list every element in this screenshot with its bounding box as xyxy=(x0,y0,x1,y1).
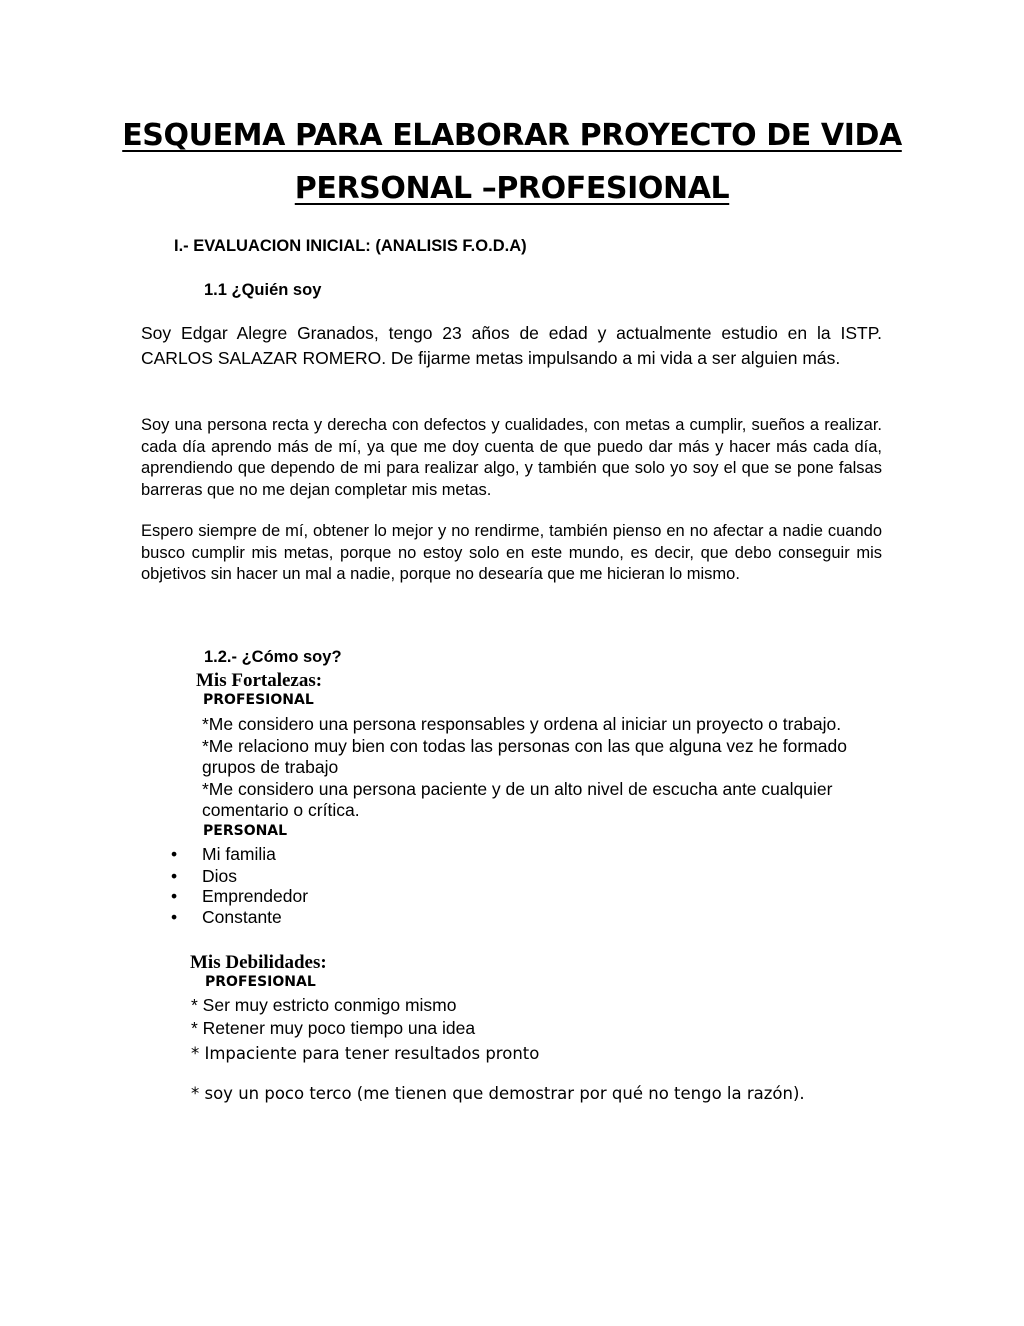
subsection-heading-quien-soy: 1.1 ¿Quién soy xyxy=(204,281,322,299)
list-item: Mi familia xyxy=(202,844,276,864)
bullet-icon: • xyxy=(171,866,178,886)
debilidad-item: * Ser muy estricto conmigo mismo xyxy=(191,995,457,1015)
document-title-line-1: ESQUEMA PARA ELABORAR PROYECTO DE VIDA xyxy=(122,118,902,153)
subsection-heading-como-soy: 1.2.- ¿Cómo soy? xyxy=(204,648,342,666)
list-item: Dios xyxy=(202,866,238,886)
bullet-icon: • xyxy=(171,886,178,906)
bullet-icon: • xyxy=(171,907,178,927)
fortaleza-profesional-item: *Me considero una persona responsables y ordena al iniciar un proyecto o trabajo. xyxy=(202,714,842,734)
debilidades-profesional-label: PROFESIONAL xyxy=(205,974,316,990)
list-item: Constante xyxy=(202,907,282,927)
paragraph-intro: Soy Edgar Alegre Granados, tengo 23 años de edad y actualmente estudio en la ISTP. CARLOS SALAZAR ROMERO. De fijarme metas impulsando a mi vida a ser alguien más. xyxy=(141,323,882,368)
fortalezas-heading: Mis Fortalezas: xyxy=(196,670,323,691)
document-title-line-2: PERSONAL –PROFESIONAL xyxy=(294,171,730,206)
debilidad-item: * Impaciente para tener resultados pronto xyxy=(191,1044,540,1063)
debilidad-item: * Retener muy poco tiempo una idea xyxy=(191,1018,476,1038)
fortaleza-profesional-item: *Me considero una persona paciente y de un alto nivel de escucha ante cualquier xyxy=(202,779,833,799)
fortaleza-profesional-item: grupos de trabajo xyxy=(202,757,339,777)
paragraph-espero: Espero siempre de mí, obtener lo mejor y no rendirme, también pienso en no afectar a nadie cuando busco cumplir mis metas, porque no estoy solo en este mundo, es decir, que debo conseguir mis objetivos sin hacer un mal a nadie, porque no desearía que me hicieran lo mismo. xyxy=(141,522,882,583)
list-item: Emprendedor xyxy=(202,886,309,906)
fortalezas-profesional-label: PROFESIONAL xyxy=(203,692,314,708)
debilidades-heading: Mis Debilidades: xyxy=(190,952,327,973)
bullet-icon: • xyxy=(171,844,178,864)
fortalezas-personal-label: PERSONAL xyxy=(203,823,288,839)
fortaleza-profesional-item: comentario o crítica. xyxy=(202,800,360,820)
fortaleza-profesional-item: *Me relaciono muy bien con todas las personas con las que alguna vez he formado xyxy=(202,736,847,756)
paragraph-persona: Soy una persona recta y derecha con defectos y cualidades, con metas a cumplir, sueños a realizar. cada día aprendo más de mí, ya que me doy cuenta de que puedo dar más y hacer más cada día, aprendiendo que dependo de mi para realizar algo, y también que solo yo soy el que se pone falsas barreras que no me dejan completar mis metas. xyxy=(141,416,882,499)
section-heading-evaluacion: I.- EVALUACION INICIAL: (ANALISIS F.O.D.A) xyxy=(174,237,527,255)
debilidad-item: * soy un poco terco (me tienen que demostrar por qué no tengo la razón). xyxy=(191,1084,805,1103)
